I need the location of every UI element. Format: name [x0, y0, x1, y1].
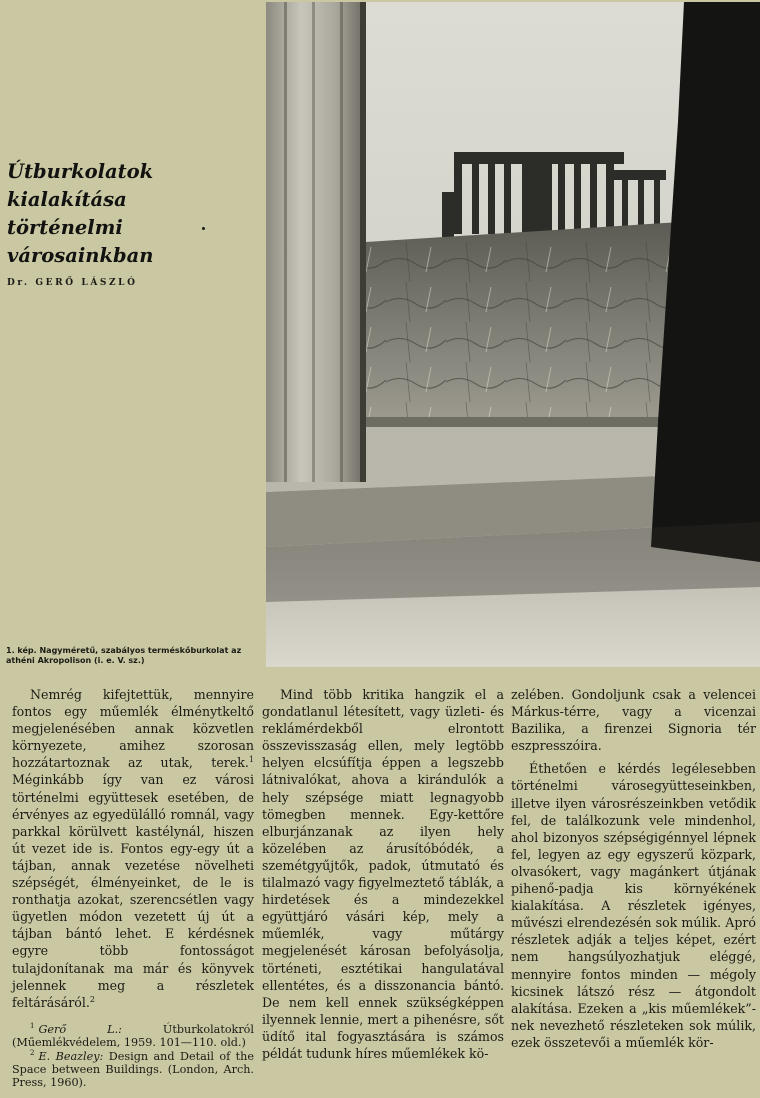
footnote-ref: 1 — [248, 755, 254, 765]
paragraph: Éthetően e kérdés legélesebben történelmi városegyütteseinkben, illetve ilyen városrészeinkben vetődik fel, de találkozunk vele mindenhol, ahol bizonyos szépségigénnyel lépnek fel, legyen az egy egyszerű közpark, olvasókert, vagy magánkert útjának pihenő-padja kis környékének kialakítása. A részletek igényes, művészi elrendezésén sok múlik. Apró részletek adják a teljes képet, ezért nem hangsúlyozhatjuk eléggé, mennyire fontos minden — mégoly kicsinek látszó rész — átgondolt alakítása. Ezeken a „kis műemlékek”-nek nevezhető részleteken sok múlik, ezek összetevői a műemlék kör- — [511, 761, 756, 1050]
paragraph — [12, 686, 254, 1011]
title-line: kialakítása — [7, 188, 127, 211]
footnote-text: Útburkolatokról (Műemlékvédelem, 1959. 101—110. old.) — [12, 1022, 254, 1050]
figure-caption: 1. kép. Nagyméretű, szabályos terméskőburkolat az athéni Akropolison (i. e. V. sz.) — [6, 646, 242, 665]
text-column-2 — [262, 686, 504, 1062]
title-line: városainkban — [7, 244, 154, 267]
title-line: történelmi — [7, 216, 123, 239]
text-column-3 — [511, 686, 756, 1051]
footnote-ref: 2 — [89, 994, 95, 1004]
footnote-author: Gerő L.: — [38, 1022, 122, 1036]
paragraph-text: Méginkább így van ez városi történelmi együttesek esetében, de érvényes az egyedülálló romnál, vagy parkkal körülvett kastélynál, hiszen út vezet ide is. Fontos egy-egy út a tájban, annak vezetése növelheti szépségét, élményeinket, de le is ronthatja azokat, szerencsétlen vagy ügyetlen módon vezetett új út a tájban bántó lehet. E kérdésnek egyre több fontosságot tulajdonítanak ma már és könyvek jelennek meg a részletek feltárásáról. — [12, 772, 254, 1010]
paragraph: zelében. Gondoljunk csak a velencei Márkus-térre, vagy a vicenzai Bazilika, a firenzei Signoria tér eszpresszóira. — [511, 687, 756, 754]
article-title — [7, 158, 262, 270]
text-column-1 — [12, 686, 254, 1090]
acropolis-photograph — [266, 2, 760, 667]
author-byline: Dr. GERŐ LÁSZLÓ — [7, 278, 138, 288]
footnote-text: Design and Detail of the Space between Buildings. (London, Arch. Press, 1960). — [12, 1049, 254, 1090]
article-header — [7, 158, 262, 288]
footnote — [12, 1023, 254, 1050]
print-speck — [202, 227, 205, 230]
footnote-number: 2 — [30, 1048, 35, 1057]
paragraph: Mind több kritika hangzik el a gondatlanul létesített, vagy üzleti- és reklámérdekből elrontott összevisszaság ellen, mely legtöbb helyen elcsúfítja éppen a legszebb látnivalókat, ahova a kirándulók a hely szépsége miatt legnagyobb tömegben mennek. Egy-kettőre elburjánzanak az ilyen hely közelében az árusítóbódék, a szemétgyűjtők, padok, útmutató és tilalmazó vagy figyelmeztető táblák, a hirdetések és a mindezekkel együttjáró vásári kép, mely a műemlék, vagy műtárgy megjelenését károsan befolyásolja, történeti, esztétikai hangulatával ellentétes, és a disszonancia bántó. De nem kell ennek szükségképpen ilyennek lennie, mert a pihenésre, sőt üdítő ital fogyasztására is számos példát tudunk híres műemlékek kö- — [262, 687, 504, 1061]
footnote-number: 1 — [30, 1022, 35, 1031]
footnotes — [12, 1023, 254, 1090]
footnote-author: E. Beazley: — [38, 1049, 104, 1063]
footnote — [12, 1050, 254, 1090]
paragraph-text: Nemrég kifejtettük, mennyire fontos egy műemlék élménytkeltő megjelenésében annak közvetlen környezete, amihez szorosan hozzátartoznak az utak, terek. — [12, 687, 254, 771]
title-line: Útburkolatok — [7, 160, 154, 183]
